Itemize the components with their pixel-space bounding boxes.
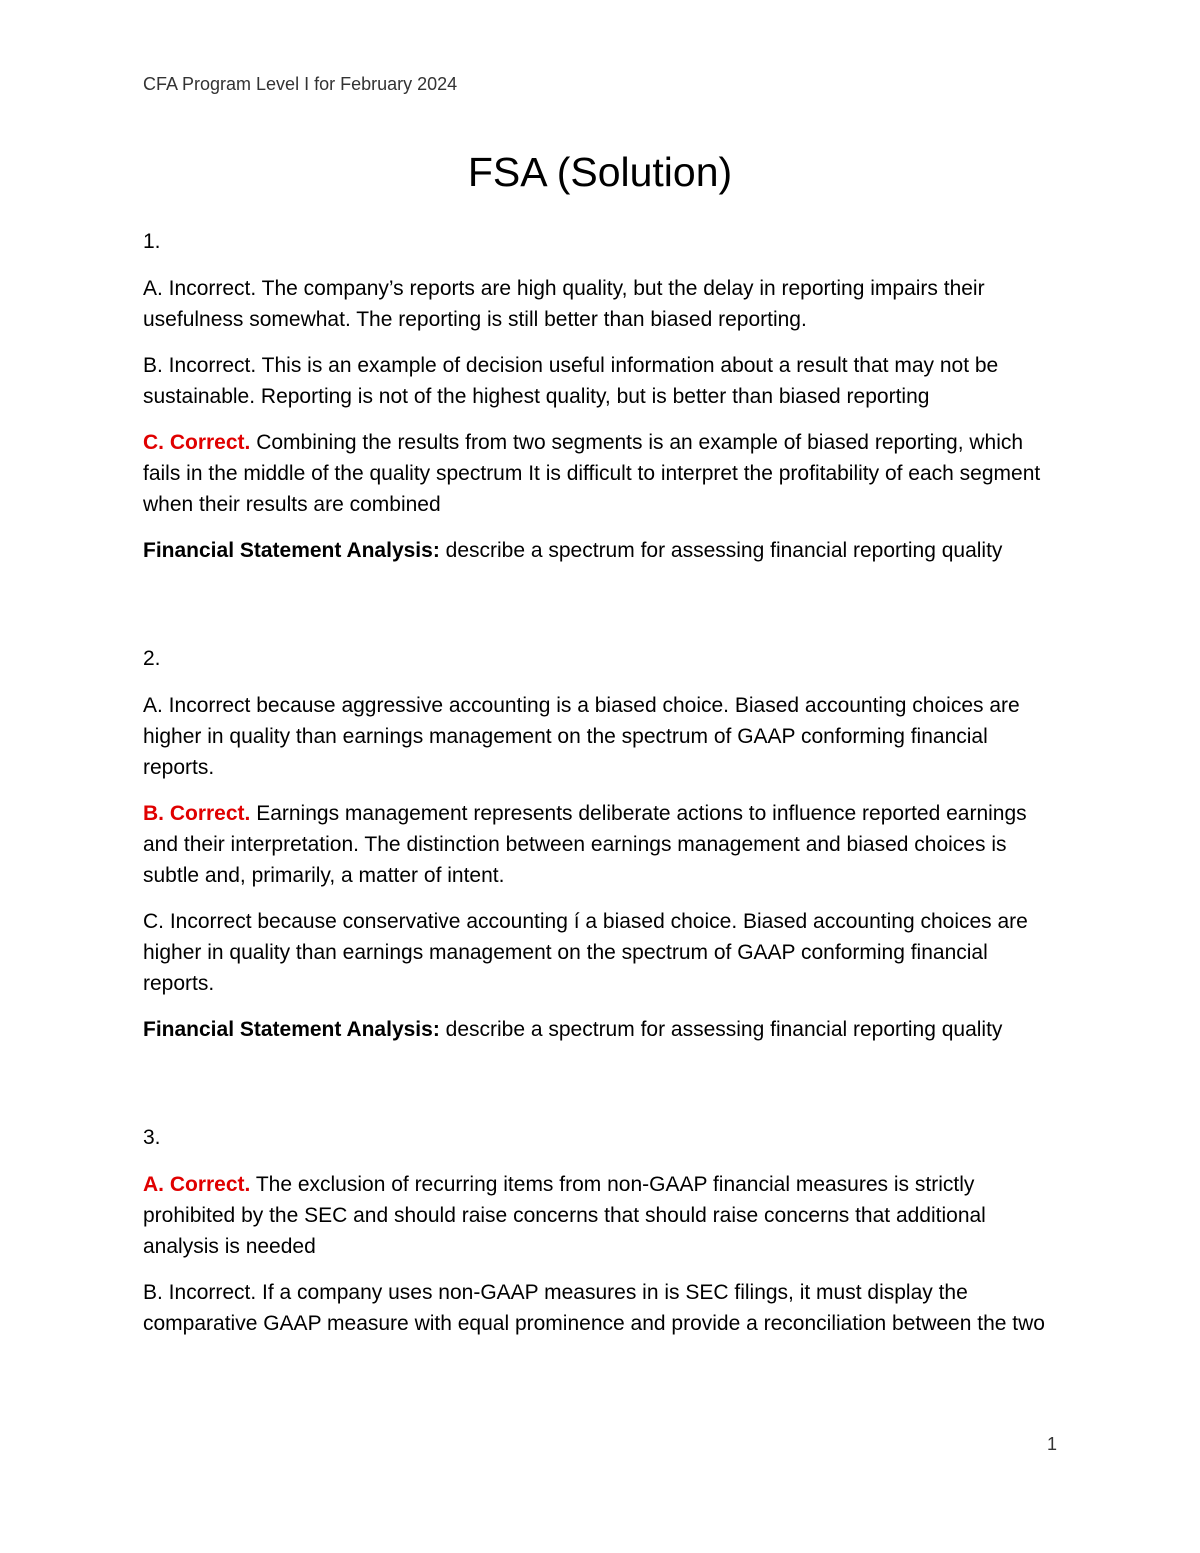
answer-option-b (143, 1277, 1063, 1339)
answer-text: Earnings management represents deliberate actions to influence reported earnings and their interpretation. The distinction between earnings management and biased choices is subtle and, primarily, a matter of intent. (143, 802, 1027, 887)
answer-lead-correct: B. Correct. (143, 802, 251, 825)
page-header: CFA Program Level I for February 2024 (143, 74, 458, 94)
question-number: 3. (143, 1126, 161, 1149)
answer-lead: A. Incorrect. (143, 277, 257, 300)
topic-line (143, 535, 1063, 566)
section-gap (143, 581, 1063, 643)
answer-option-a (143, 273, 1063, 335)
answer-text: Combining the results from two segments is an example of biased reporting, which fails in the middle of the quality spectrum It is difficult to interpret the profitability of each segment when their results are combined (143, 431, 1041, 516)
question-number: 2. (143, 647, 161, 670)
topic-line (143, 1014, 1063, 1045)
answer-text: If a company uses non-GAAP measures in is SEC filings, it must display the comparative GAAP measure with equal prominence and provide a reconciliation between the two (143, 1281, 1045, 1335)
answer-lead-correct: A. Correct. (143, 1173, 251, 1196)
answer-option-c (143, 906, 1063, 999)
topic-label: Financial Statement Analysis: (143, 1018, 440, 1041)
question-3 (143, 1122, 1063, 1339)
page-title: FSA (Solution) (467, 149, 733, 195)
page-number: 1 (1046, 1434, 1057, 1454)
answer-option-b (143, 350, 1063, 412)
topic-text: describe a spectrum for assessing financial reporting quality (439, 1018, 1003, 1041)
answer-text: because conservative accounting í a biased choice. Biased accounting choices are higher in quality than earnings management on the spectrum of GAAP conforming financial reports. (143, 910, 1028, 995)
answer-option-b (143, 798, 1063, 891)
answer-text: This is an example of decision useful information about a result that may not be sustainable. Reporting is not of the highest quality, but is better than biased reporting (143, 354, 999, 408)
answer-option-c (143, 427, 1063, 520)
answer-lead: B. Incorrect. (143, 1281, 257, 1304)
answer-lead: B. Incorrect. (143, 354, 257, 377)
answer-lead: C. Incorrect (143, 910, 252, 933)
question-number: 1. (143, 230, 161, 253)
answer-option-a (143, 1169, 1063, 1262)
answer-lead: A. Incorrect (143, 694, 251, 717)
answer-lead-correct: C. Correct. (143, 431, 251, 454)
answer-text: The company’s reports are high quality, but the delay in reporting impairs their usefulness somewhat. The reporting is still better than biased reporting. (143, 277, 985, 331)
answer-text: The exclusion of recurring items from non-GAAP financial measures is strictly prohibited by the SEC and should raise concerns that should raise concerns that additional analysis is needed (143, 1173, 986, 1258)
topic-label: Financial Statement Analysis: (143, 539, 440, 562)
question-1 (143, 226, 1063, 566)
answer-text: because aggressive accounting is a biased choice. Biased accounting choices are higher in quality than earnings management on the spectrum of GAAP conforming financial reports. (143, 694, 1020, 779)
question-2 (143, 643, 1063, 1045)
section-gap (143, 1060, 1063, 1122)
solutions-content (143, 226, 1063, 1354)
answer-option-a (143, 690, 1063, 783)
topic-text: describe a spectrum for assessing financial reporting quality (439, 539, 1003, 562)
